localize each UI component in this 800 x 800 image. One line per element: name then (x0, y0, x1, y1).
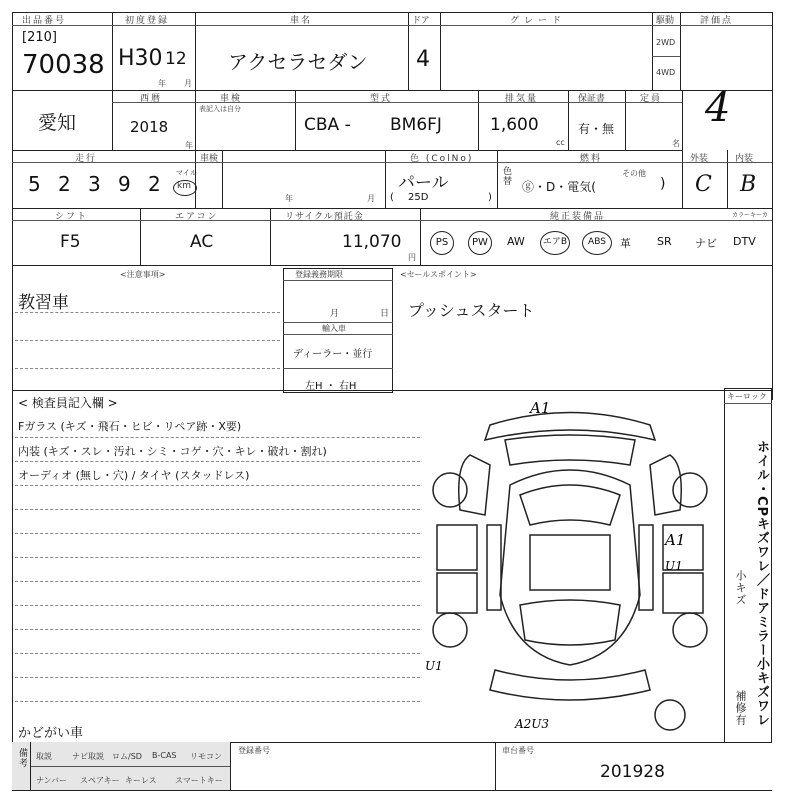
row1-div3 (408, 12, 409, 90)
drive-2wd: 2WD (656, 38, 676, 47)
warranty-value: 有・無 (578, 122, 615, 136)
first-reg-month: 12 (165, 49, 187, 69)
row3-div6 (727, 150, 728, 208)
row4-div1 (140, 208, 141, 265)
insp-rule-6 (15, 557, 420, 558)
model-code: BM6FJ (390, 115, 442, 135)
row3-div1 (195, 150, 196, 208)
row2-div4 (478, 90, 479, 150)
row4-header-line (12, 220, 772, 221)
wheel-front-left (433, 473, 467, 507)
ac-value: AC (190, 232, 214, 252)
equipment-item: ナビ (695, 237, 717, 250)
keyless-label: カラーキーカ (732, 212, 768, 219)
capacity-label: 定員 (640, 94, 663, 104)
reg-day: 日 (380, 309, 390, 319)
steering-line (283, 368, 393, 369)
first-reg-era: H30 (118, 46, 163, 71)
type-code: CBA - (304, 115, 351, 135)
hood-front (505, 435, 635, 465)
wheel-rear-right (673, 613, 707, 647)
equipment-item: 革 (620, 237, 631, 250)
lot-prefix: [210] (22, 30, 57, 45)
frame-right (772, 12, 773, 400)
inspector-title: < 検査員記入欄 > (18, 396, 118, 410)
sill-left (487, 525, 501, 610)
color-value: パール (398, 173, 449, 193)
insp-rule-3 (15, 485, 420, 486)
drive-4wd: 4WD (656, 68, 676, 77)
inspection-note: 表記入は自分 (199, 105, 241, 113)
row4-div3 (420, 208, 421, 265)
month-unit: 月 (184, 79, 192, 88)
door-rear-left (437, 573, 477, 613)
reg-header-line (283, 280, 393, 281)
score-value: 4 (705, 85, 731, 131)
row1-div1 (112, 12, 113, 90)
mark-top: A1 (530, 399, 551, 417)
displacement-label: 排気量 (505, 94, 539, 104)
selling-label: <セールスポイント> (400, 270, 477, 279)
fuel-value: ⓖ・D・電気( (522, 180, 596, 194)
interior-label: 内装 (735, 154, 754, 164)
inspection-label: 車検 (220, 94, 243, 104)
yen-unit: 円 (408, 253, 416, 262)
chassis-label: 車台番号 (502, 746, 534, 755)
footer-mid (30, 766, 230, 767)
mark-right: A1 (665, 531, 686, 549)
recycle-amount: 11,070 (342, 232, 402, 252)
insp-rule-10 (15, 653, 420, 654)
fender-front-left (459, 455, 490, 515)
shaken-year: 年 (285, 194, 293, 203)
insp-rule-8 (15, 605, 420, 606)
interior-grade: B (740, 172, 757, 197)
shaken-month: 月 (367, 194, 375, 203)
inspector-line3: オーディオ (無し・穴) / タイヤ (スタッドレス) (18, 469, 250, 482)
color-label: 色 (ColNo) (410, 154, 474, 164)
mileage-digit: 9 (118, 172, 131, 196)
reg-number-label: 登録番号 (238, 746, 270, 755)
footer-item: ナンバー (36, 776, 68, 785)
mark-bottom: A2U3 (515, 717, 550, 731)
fuel-other: その他 (622, 169, 646, 178)
mileage-km: km (177, 181, 191, 191)
door-count: 4 (416, 47, 430, 72)
row3-div3 (385, 150, 386, 208)
key-lock-label: キーロック (727, 392, 767, 401)
caution-text: 教習車 (18, 293, 69, 313)
insp-rule-7 (15, 581, 420, 582)
caution-rule-3 (15, 368, 280, 369)
mark-right-2: U1 (665, 559, 683, 573)
equipment-item: PW (468, 231, 492, 255)
row2-div2 (195, 90, 196, 150)
insp-rule-1 (15, 437, 420, 438)
row3-bottom (12, 208, 772, 209)
side-note-3: 補修有 (734, 690, 747, 726)
grade-label: グレード (510, 16, 567, 26)
drive-divider (652, 56, 680, 57)
row3-header-line (12, 162, 772, 163)
row3-div5 (682, 150, 683, 208)
capacity-unit: 名 (672, 139, 680, 148)
chassis-number: 201928 (600, 762, 665, 782)
insp-rule-9 (15, 629, 420, 630)
footer-item: スペアキー (80, 776, 120, 785)
row2-div1 (112, 90, 113, 150)
spare-wheel (655, 700, 685, 730)
footer-item: ナビ取説 (72, 752, 104, 761)
footer-left-label: 備考 (17, 748, 27, 768)
score-label: 評価点 (700, 16, 734, 26)
import-label: 輸入車 (322, 324, 346, 333)
ac-label: エアコン (175, 212, 219, 222)
front-bumper (485, 413, 655, 441)
equipment-item: エアB (540, 231, 570, 255)
model-label: 車名 (290, 16, 313, 26)
inspector-left (12, 390, 13, 742)
row3-div4 (497, 150, 498, 208)
shift-value: F5 (60, 232, 81, 252)
row1-div6 (680, 12, 681, 90)
import-dealer: ディーラー・並行 (293, 349, 373, 360)
caution-label: <注意事項> (120, 270, 166, 279)
row3-div2 (222, 150, 223, 208)
footer-left-div (30, 742, 31, 790)
row1-div4 (440, 12, 441, 90)
footer-div1 (230, 742, 231, 790)
door-rear-right (663, 573, 703, 613)
row1-div2 (195, 12, 196, 90)
selling-point: プッシュスタート (408, 301, 535, 320)
caution-rule-1 (15, 312, 280, 313)
inspector-line2: 内装 (キズ・スレ・汚れ・シミ・コゲ・穴・キレ・破れ・割れ) (18, 445, 327, 458)
row4-bottom (12, 265, 772, 266)
region: 愛知 (38, 112, 77, 134)
color-change-label: 色替 (501, 166, 511, 186)
insp-rule-5 (15, 533, 420, 534)
year-value: 2018 (130, 118, 169, 136)
year-label: 西暦 (140, 94, 163, 104)
insp-rule-4 (15, 509, 420, 510)
cc-unit: cc (556, 138, 565, 147)
equipment-item: SR (657, 235, 672, 248)
reg-month: 月 (330, 309, 340, 319)
mileage-label: 走行 (75, 154, 98, 164)
row2-div5 (568, 90, 569, 150)
color-number: 25D (408, 192, 429, 203)
footer-item: ロム/SD (112, 752, 142, 761)
fender-front-right (650, 455, 681, 515)
exterior-label: 外装 (690, 154, 709, 164)
equip-label: 純正装備品 (550, 212, 606, 222)
reg-deadline-label: 登録義務期限 (295, 270, 343, 279)
footer-item: キーレス (125, 776, 157, 785)
caution-rule-2 (15, 340, 280, 341)
mileage-digit: 2 (148, 172, 161, 196)
mileage-mile: マイル (176, 169, 197, 177)
row2-div3 (295, 90, 296, 150)
exterior-grade: C (695, 172, 712, 197)
footer-item: 取説 (36, 752, 52, 761)
type-label: 型式 (370, 94, 393, 104)
color-paren-close: ) (488, 192, 492, 203)
footer-div2 (495, 742, 496, 790)
equipment-item: DTV (733, 235, 756, 248)
import-header-line (283, 334, 393, 335)
side-note-1: ホイル・CPキズワレ／ドアミラー小キズワレ (754, 440, 769, 728)
mileage-digit: 2 (58, 172, 71, 196)
inspector-line1: Fガラス (キズ・飛石・ヒビ・リペア跡・X要) (18, 420, 242, 433)
footer-item: スマートキー (175, 776, 223, 785)
footer-item: B-CAS (152, 751, 177, 760)
inspector-handwritten: かどがい車 (18, 726, 84, 741)
insp-rule-11 (15, 677, 420, 678)
roof (530, 535, 610, 590)
year-unit-2: 年 (185, 141, 193, 150)
recycle-label: リサイクル預託金 (285, 212, 364, 222)
equipment-item: AW (507, 235, 525, 248)
fuel-close: ) (660, 176, 666, 192)
car-damage-diagram (425, 395, 725, 740)
model-name: アクセラセダン (228, 50, 368, 74)
mileage-digit: 5 (28, 172, 41, 196)
color-paren-open: ( (390, 192, 394, 203)
shift-label: シフト (55, 212, 89, 222)
shaken-label: 車検 (200, 154, 219, 164)
row4-div2 (270, 208, 271, 265)
rear-bumper (490, 670, 650, 700)
wheel-rear-left (433, 613, 467, 647)
wheel-front-right (673, 473, 707, 507)
insp-rule-2 (15, 461, 420, 462)
side-note-2: 小キズ (734, 570, 747, 606)
lot-number: 70038 (22, 50, 105, 80)
steering-value: 左H ・ 右H (305, 381, 357, 392)
row2-div7 (682, 90, 683, 150)
row1-div5 (652, 12, 653, 90)
windshield (520, 485, 620, 525)
door-front-left (437, 525, 477, 570)
door-label: ドア (412, 16, 430, 26)
year-unit: 年 (158, 79, 166, 88)
rear-window (520, 600, 620, 645)
warranty-label: 保証書 (578, 94, 606, 104)
fuel-label: 燃料 (580, 154, 603, 164)
drive-label: 駆動 (656, 16, 675, 26)
mark-left: U1 (425, 659, 443, 673)
mileage-digit: 3 (88, 172, 101, 196)
equipment-item: PS (430, 231, 454, 255)
first-reg-label: 初度登録 (125, 16, 170, 26)
displacement-value: 1,600 (490, 115, 539, 135)
row2-div6 (625, 90, 626, 150)
equipment-item: ABS (582, 231, 612, 255)
insp-rule-12 (15, 701, 420, 702)
footer-item: リモコン (190, 752, 222, 761)
exhibit-no-label: 出品番号 (22, 16, 67, 26)
footer-bottom (12, 790, 772, 791)
keylock-line (724, 403, 772, 404)
sill-right (639, 525, 653, 610)
